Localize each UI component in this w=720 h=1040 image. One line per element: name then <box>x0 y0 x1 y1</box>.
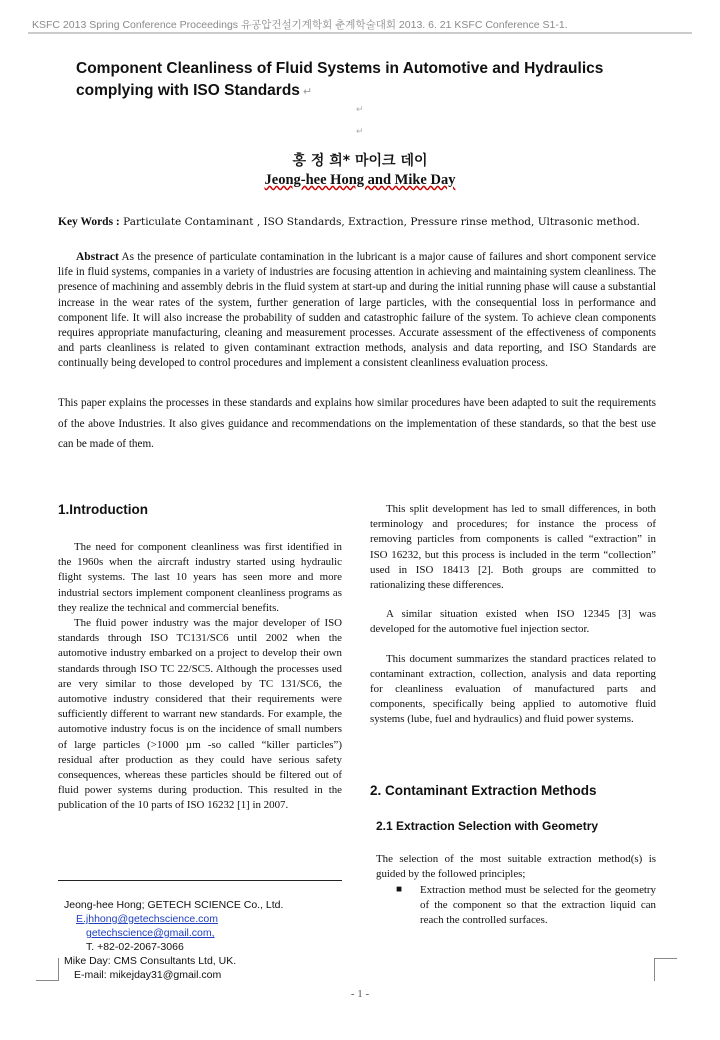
paper-title: Component Cleanliness of Fluid Systems in Automotive and Hydraulics complying with ISO Standards ↵ <box>76 60 604 99</box>
authors-korean: 홍 정 희* 마이크 데이 <box>292 153 428 169</box>
subsection-heading-geometry: 2.1 Extraction Selection with Geometry <box>376 819 599 833</box>
footnote-author-1: Jeong-hee Hong; GETECH SCIENCE Co., Ltd. <box>64 899 284 911</box>
left-column <box>58 540 342 814</box>
bullet-marker: ■ <box>396 884 403 895</box>
crop-mark-bottom-left <box>36 958 59 981</box>
intro-paragraph-1: The need for component cleanliness was first identified in the 1960s when the aircraft industry started using hydraulic flight systems. The last 10 years has seen more and more industrial sectors implement component cleanliness programs as they realize the technical and commercial benefits. <box>58 541 342 614</box>
authors-english <box>0 172 720 189</box>
footnote-email-2: E-mail: mikejday31@gmail.com <box>74 969 222 981</box>
paragraph-mark: ↵ <box>356 104 364 114</box>
abstract-text: As the presence of particulate contamination in the lubricant is a major cause of failures and short component service life in fluid systems, companies in a variety of industries are focusing attention in achieving and maintaining system cleanliness. The presence of machining and assembly debris in the fluid system at start-up and during the initial running phase will cause a substantial increase in the wear rates of the system, further generation of large particles, with the consequential loss in performance and component life. It will also increase the probability of sudden and catastrophic failure of the system. To achieve clean components requires appropriate manufacturing, cleaning and measurement processes. Accurate assessment of the effectiveness of components and parts cleanliness is related to given contaminant extraction methods, analysis and data reporting, and ISO Standards are continually being developed to control procedures and implement a consistent cleanliness evaluation process. <box>58 251 656 370</box>
abstract <box>58 250 656 372</box>
footnote-phone: T. +82-02-2067-3066 <box>86 941 184 953</box>
conference-header: KSFC 2013 Spring Conference Proceedings 유공압건설기계학회 춘계학술대회 2013. 6. 21 KSFC Conference S1-1. <box>32 19 568 31</box>
right-paragraph-2: A similar situation existed when ISO 12345 [3] was developed for the automotive fuel injection sector. <box>370 608 656 636</box>
intro-paragraph-2: The fluid power industry was the major developer of ISO standards through ISO TC131/SC6 until 2002 when the automotive industry embarked on a project to develop their own standards through ISO TC 22/SC5. Although the processes used are very similar to those developed by TC 131/SC6, the automotive industry considered that their requirements were sufficiently different to warrant new standards. For example, the automotive industry focus is on the incidence of small numbers of large particles (>1000 µm -so called “killer particles”) residual after production as they could have serious safety consequences, whereas these particles should be filtered out of fluid power systems during production. This resulted in the publication of the 10 parts of ISO 16232 [1] in 2007. <box>58 617 342 812</box>
email-link-1[interactable]: E.jhhong@getechscience.com <box>76 913 218 925</box>
selection-paragraph: The selection of the most suitable extraction method(s) is guided by the followed principles; <box>376 853 656 881</box>
footnote-author-2: Mike Day: CMS Consultants Ltd, UK. <box>64 955 237 967</box>
paragraph-mark: ↵ <box>356 126 364 136</box>
paper-title-text: Component Cleanliness of Fluid Systems in Automotive and Hydraulics complying with ISO Standards <box>76 60 604 99</box>
footnote <box>64 898 354 982</box>
email-link-2[interactable]: getechscience@gmail.com, <box>86 927 215 939</box>
page-number: - 1 - <box>350 988 370 1000</box>
keywords-text: Particulate Contaminant , ISO Standards, Extraction, Pressure rinse method, Ultrasonic method. <box>123 216 640 228</box>
crop-mark-bottom-right <box>654 958 677 981</box>
right-column <box>370 502 656 728</box>
bullet-item: Extraction method must be selected for the geometry of the component so that the extraction liquid can reach the controlled surfaces. <box>420 884 656 927</box>
abstract-continued: This paper explains the processes in these standards and explains how similar procedures have been adapted to suit the requirements of the above Industries. It also gives guidance and recommendations on the implementation of these standards, so that the best use can be made of them. <box>58 397 656 450</box>
section-heading-extraction: 2. Contaminant Extraction Methods <box>370 783 597 798</box>
keywords-label: Key Words : <box>58 216 120 228</box>
right-paragraph-3: This document summarizes the standard practices related to contaminant extraction, collection, analysis and data reporting for cleanliness evaluation of manufactured parts and components, specifically being applied to automotive fluid systems (lube, fuel and hydraulics) and fluid power systems. <box>370 652 656 726</box>
authors-english-text: Jeong-hee Hong and Mike Day <box>264 172 456 188</box>
abstract-label: Abstract <box>76 251 119 263</box>
section-heading-introduction: 1.Introduction <box>58 502 148 517</box>
keywords <box>58 216 678 228</box>
right-paragraph-1: This split development has led to small differences, in both terminology and procedures; for instance the process of removing particles from components is called “extraction” in ISO 16232, but this process is included in the term “collection” used in ISO 18413 [2]. Both groups are committed to rationalizing these differences. <box>370 503 656 592</box>
footnote-rule <box>58 880 342 881</box>
